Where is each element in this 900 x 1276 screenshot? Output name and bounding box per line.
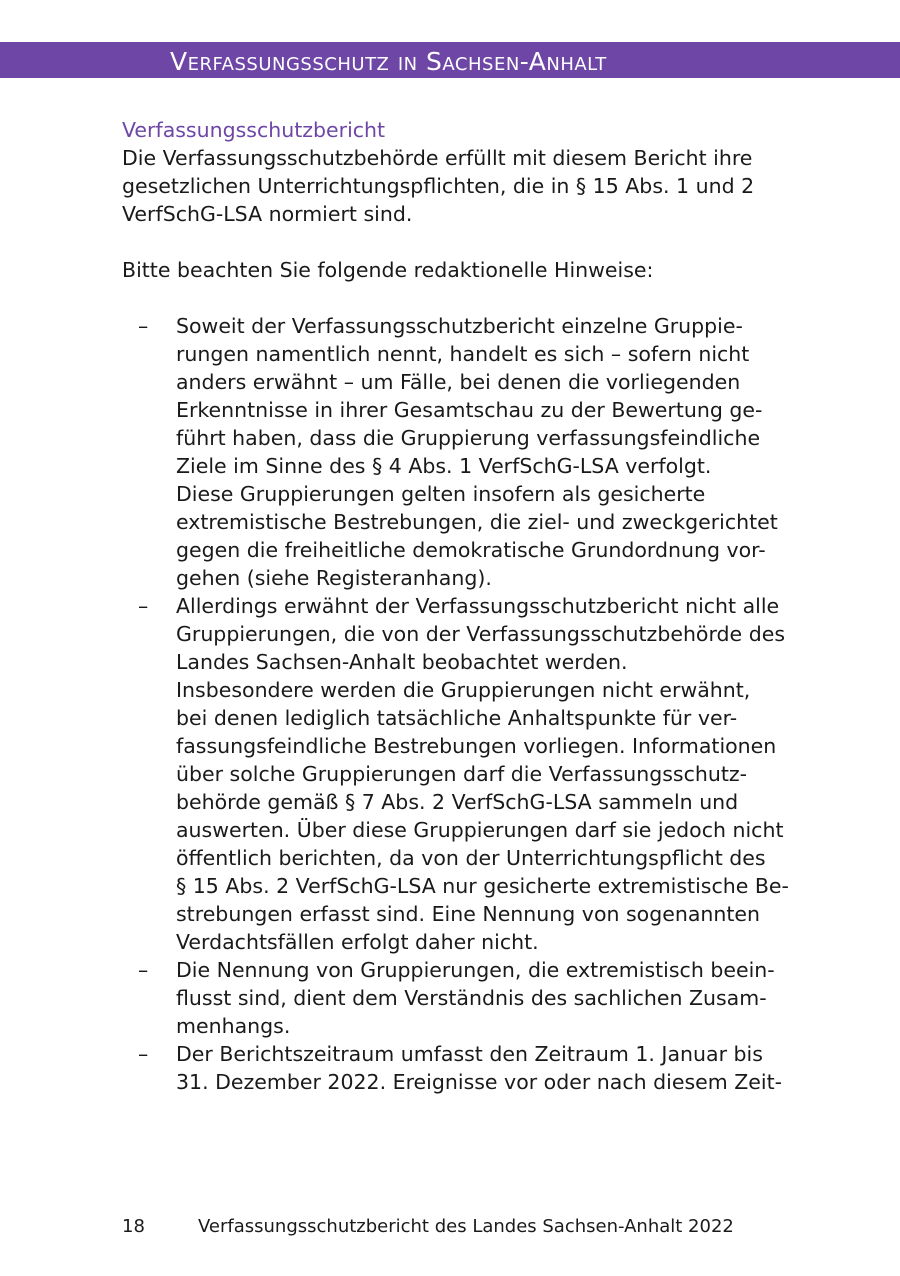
dash-marker: – <box>138 314 149 338</box>
notice-paragraph: Bitte beachten Sie folgende redaktionelle Hinweise: <box>122 258 654 282</box>
list-item-line: öffentlich berichten, da von der Unterrichtungspflicht des <box>176 846 766 870</box>
dash-marker: – <box>138 1042 149 1066</box>
list-item-line: Gruppierungen, die von der Verfassungsschutzbehörde des <box>176 622 785 646</box>
list-item-line: über solche Gruppierungen darf die Verfassungsschutz- <box>176 762 748 786</box>
intro-line: Die Verfassungsschutzbehörde erfüllt mit diesem Bericht ihre <box>122 146 753 170</box>
intro-paragraph <box>122 144 802 228</box>
list-item-line: fassungsfeindliche Bestrebungen vorliegen. Informationen <box>176 734 777 758</box>
list-item-line: bei denen lediglich tatsächliche Anhaltspunkte für ver- <box>176 706 738 730</box>
main-content <box>122 116 802 1096</box>
list-item-line: flusst sind, dient dem Verständnis des sachlichen Zusam- <box>176 986 767 1010</box>
list-item-line: rungen namentlich nennt, handelt es sich – sofern nicht <box>176 342 750 366</box>
list-item-line: Die Nennung von Gruppierungen, die extremistisch beein- <box>176 958 775 982</box>
list-item-line: Der Berichtszeitraum umfasst den Zeitraum 1. Januar bis <box>176 1042 763 1066</box>
intro-line: gesetzlichen Unterrichtungspflichten, die in § 15 Abs. 1 und 2 <box>122 174 755 198</box>
list-item-line: Erkenntnisse in ihrer Gesamtschau zu der Bewertung ge- <box>176 398 763 422</box>
list-item-line: Verdachtsfällen erfolgt daher nicht. <box>176 930 539 954</box>
list-item-line: Insbesondere werden die Gruppierungen nicht erwähnt, <box>176 678 751 702</box>
list-item <box>122 592 802 956</box>
notes-list <box>122 312 802 1096</box>
list-item-line: behörde gemäß § 7 Abs. 2 VerfSchG-LSA sammeln und <box>176 790 739 814</box>
section-heading: Verfassungsschutzbericht <box>122 118 386 142</box>
list-item-line: führt haben, dass die Gruppierung verfassungsfeindliche <box>176 426 761 450</box>
dash-marker: – <box>138 958 149 982</box>
footer-title: Verfassungsschutzbericht des Landes Sachsen-Anhalt 2022 <box>198 1216 734 1237</box>
list-item-line: extremistische Bestrebungen, die ziel- und zweckgerichtet <box>176 510 778 534</box>
page-number: 18 <box>122 1216 145 1237</box>
list-item-line: auswerten. Über diese Gruppierungen darf sie jedoch nicht <box>176 818 784 842</box>
list-item-line: gegen die freiheitliche demokratische Grundordnung vor- <box>176 538 766 562</box>
dash-marker: – <box>138 594 149 618</box>
list-item <box>122 956 802 1040</box>
list-item-line: strebungen erfasst sind. Eine Nennung von sogenannten <box>176 902 761 926</box>
list-item-line: gehen (siehe Registeranhang). <box>176 566 492 590</box>
list-item-line: anders erwähnt – um Fälle, bei denen die vorliegenden <box>176 370 741 394</box>
list-item-line: Allerdings erwähnt der Verfassungsschutzbericht nicht alle <box>176 594 780 618</box>
list-item-line: Soweit der Verfassungsschutzbericht einzelne Gruppie- <box>176 314 743 338</box>
list-item-line: Ziele im Sinne des § 4 Abs. 1 VerfSchG-LSA verfolgt. <box>176 454 712 478</box>
page-header-title: Verfassungsschutz in Sachsen-Anhalt <box>170 47 607 76</box>
list-item-line: Landes Sachsen-Anhalt beobachtet werden. <box>176 650 628 674</box>
intro-line: VerfSchG-LSA normiert sind. <box>122 202 413 226</box>
list-item-line: § 15 Abs. 2 VerfSchG-LSA nur gesicherte extremistische Be- <box>176 874 789 898</box>
list-item-line: 31. Dezember 2022. Ereignisse vor oder nach diesem Zeit- <box>176 1070 783 1094</box>
list-item <box>122 312 802 592</box>
list-item-line: menhangs. <box>176 1014 291 1038</box>
list-item <box>122 1040 802 1096</box>
list-item-line: Diese Gruppierungen gelten insofern als gesicherte <box>176 482 706 506</box>
